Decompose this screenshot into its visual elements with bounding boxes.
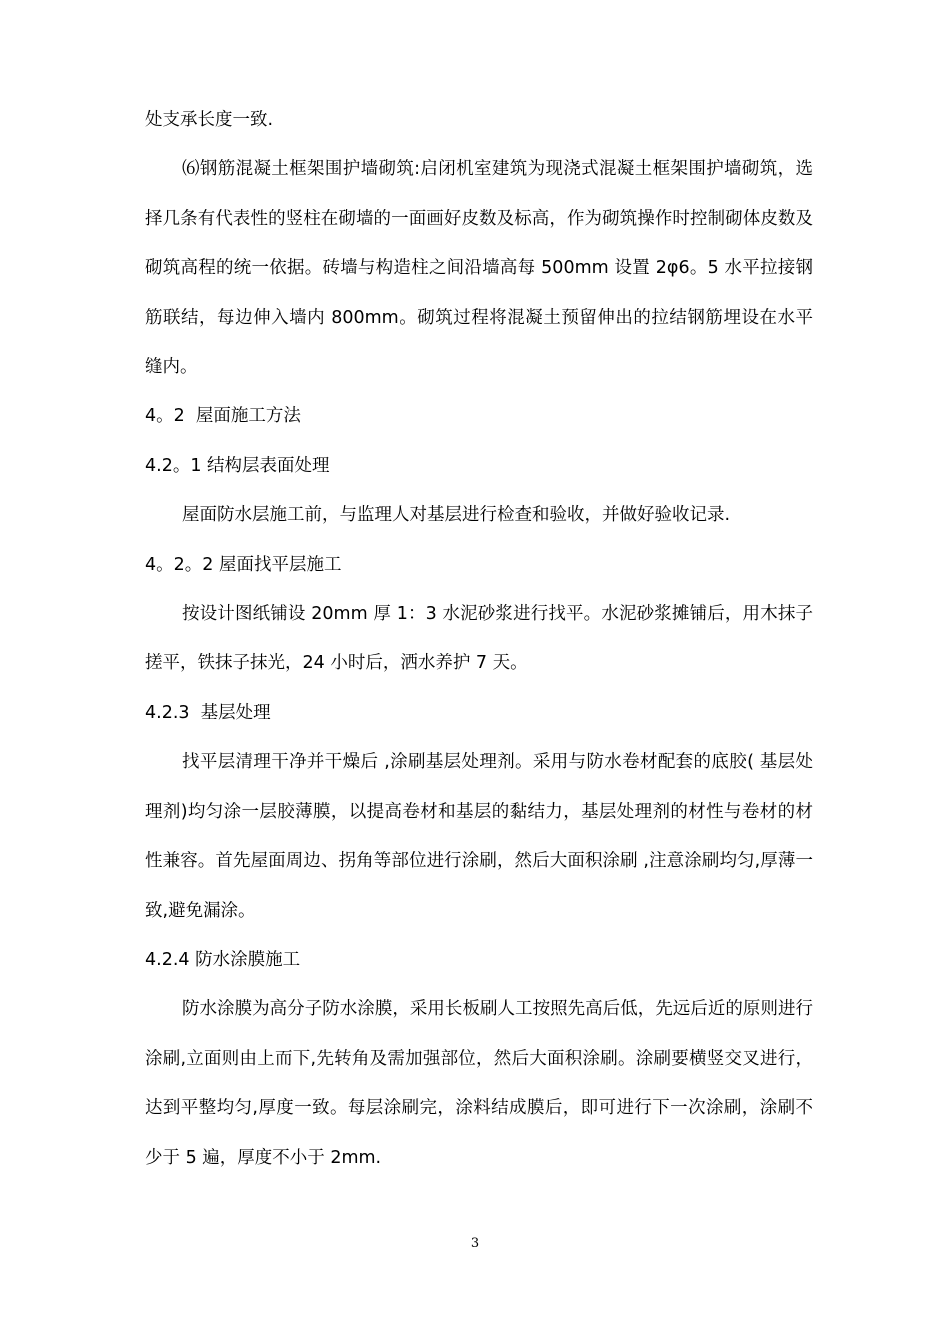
paragraph-frame-wall-masonry: ⑹钢筋混凝土框架围护墙砌筑:启闭机室建筑为现浇式混凝土框架围护墙砌筑，选择几条有代表性的竖柱在砌墙的一面画好皮数及标高，作为砌筑操作时控制砌体皮数及砌筑高程的统一依据。砖墙与构造柱之间沿墙高每 500mm 设置 2φ6。5 水平拉接钢筋联结，每边伸入墙内 800mm。砌筑过程将混凝土预留伸出的拉结钢筋埋设在水平缝内。 <box>145 159 813 378</box>
section-heading-4-2-2: 4。2。2 屋面找平层施工 <box>145 554 342 575</box>
paragraph-continuation: 处支承长度一致. <box>145 110 274 130</box>
page-number: 3 <box>470 1236 480 1251</box>
body-text <box>145 96 813 1183</box>
section-heading-4-2-3: 4.2.3 基层处理 <box>145 702 271 723</box>
section-heading-4-2: 4。2 屋面施工方法 <box>145 406 301 427</box>
section-heading-4-2-4: 4.2.4 防水涂膜施工 <box>145 949 301 970</box>
section-heading-4-2-1: 4.2。1 结构层表面处理 <box>145 455 330 476</box>
paragraph-waterproof-membrane: 防水涂膜为高分子防水涂膜，采用长板刷人工按照先高后低，先远后近的原则进行涂刷,立面则由上而下,先转角及需加强部位，然后大面积涂刷。涂刷要横竖交叉进行，达到平整均匀,厚度一致。每层涂刷完，涂料结成膜后，即可进行下一次涂刷，涂刷不少于 5 遍，厚度不小于 2mm. <box>145 999 813 1168</box>
paragraph-structural-surface: 屋面防水层施工前，与监理人对基层进行检查和验收，并做好验收记录. <box>182 505 731 526</box>
paragraph-leveling-layer: 按设计图纸铺设 20mm 厚 1：3 水泥砂浆进行找平。水泥砂浆摊铺后，用木抹子搓平，铁抹子抹光，24 小时后，洒水养护 7 天。 <box>145 604 813 674</box>
paragraph-base-treatment: 找平层清理干净并干燥后 ,涂刷基层处理剂。采用与防水卷材配套的底胶( 基层处理剂)均匀涂一层胶薄膜，以提高卷材和基层的黏结力，基层处理剂的材性与卷材的材性兼容。首先屋面周边、拐角等部位进行涂刷，然后大面积涂刷 ,注意涂刷均匀,厚薄一致,避免漏涂。 <box>145 752 813 921</box>
